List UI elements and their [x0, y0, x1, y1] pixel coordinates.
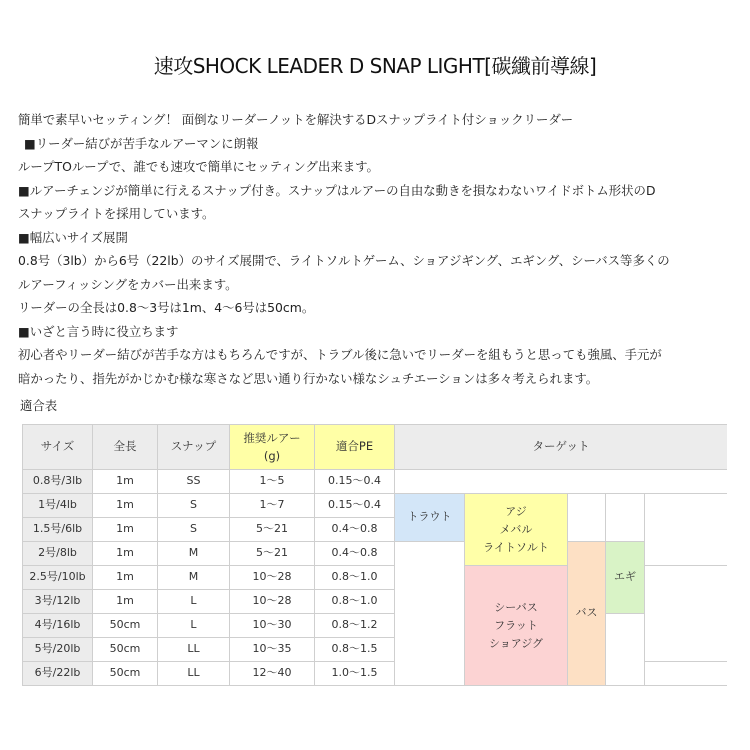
- cell-length: 1m: [93, 590, 158, 614]
- cell-size: 2.5号/10lb: [23, 566, 93, 590]
- table-row: [23, 494, 728, 518]
- cell-pe: 0.8～1.0: [315, 566, 395, 590]
- target-aji-group: [465, 494, 568, 566]
- description-line: 暗かったり、指先がかじかむ様な寒さなど思い通り行かない様なシュチエーションは多々考えられます。: [18, 370, 599, 386]
- cell-lure: 10～35: [230, 638, 315, 662]
- target-trout: トラウト: [395, 494, 465, 542]
- description-line: ■ルアーチェンジが簡単に行えるスナップ付き。スナップはルアーの自由な動きを損なわないワイドボトム形状のD: [18, 182, 656, 198]
- target-flat: フラット: [494, 618, 538, 632]
- target-empty: [645, 662, 728, 686]
- cell-size: 6号/22lb: [23, 662, 93, 686]
- cell-pe: 0.8～1.0: [315, 590, 395, 614]
- cell-lure: 5～21: [230, 542, 315, 566]
- target-egi: エギ: [606, 542, 645, 614]
- cell-length: 50cm: [93, 614, 158, 638]
- cell-lure: 10～28: [230, 566, 315, 590]
- cell-snap: M: [158, 542, 230, 566]
- header-lure: [230, 425, 315, 470]
- cell-pe: 0.15～0.4: [315, 470, 395, 494]
- header-snap: スナップ: [158, 425, 230, 470]
- header-lure-line2: (g): [263, 449, 281, 463]
- cell-pe: 0.4～0.8: [315, 542, 395, 566]
- cell-lure: 1～5: [230, 470, 315, 494]
- description-line: ■リーダー結びが苦手なルアーマンに朗報: [24, 135, 259, 151]
- target-bass: バス: [568, 542, 606, 686]
- target-shore-jig: ショアジグ: [488, 636, 544, 650]
- target-empty: [568, 494, 606, 542]
- compatibility-table: [22, 424, 727, 686]
- product-title: 速攻SHOCK LEADER D SNAP LIGHT[碳纖前導線]: [153, 54, 597, 78]
- table-row: [23, 470, 728, 494]
- cell-length: 1m: [93, 566, 158, 590]
- cell-size: 4号/16lb: [23, 614, 93, 638]
- target-aji: アジ: [505, 504, 527, 518]
- cell-snap: SS: [158, 470, 230, 494]
- description-line: ルアーフィッシングをカバー出来ます。: [18, 276, 238, 292]
- target-seabass-group: [465, 566, 568, 686]
- cell-snap: S: [158, 518, 230, 542]
- cell-lure: 1～7: [230, 494, 315, 518]
- cell-pe: 0.8～1.5: [315, 638, 395, 662]
- header-size: サイズ: [23, 425, 93, 470]
- cell-snap: L: [158, 614, 230, 638]
- target-empty: [606, 494, 645, 542]
- header-pe: 適合PE: [315, 425, 395, 470]
- cell-length: 1m: [93, 494, 158, 518]
- target-empty: [606, 614, 645, 686]
- cell-length: 50cm: [93, 662, 158, 686]
- target-empty: [395, 542, 465, 686]
- compatibility-table-wrapper: [22, 424, 727, 688]
- cell-lure: 10～28: [230, 590, 315, 614]
- description-line: リーダーの全長は0.8～3号は1m、4～6号は50cm。: [18, 300, 315, 315]
- cell-pe: 0.4～0.8: [315, 518, 395, 542]
- table-row: [23, 614, 728, 638]
- table-row: [23, 542, 728, 566]
- description-line: 0.8号（3lb）から6号（22lb）のサイズ展開で、ライトソルトゲーム、ショアジギング、エギング、シーバス等多くの: [18, 253, 670, 268]
- cell-size: 3号/12lb: [23, 590, 93, 614]
- target-light-salt: ライトソルト: [483, 540, 549, 554]
- cell-size: 1号/4lb: [23, 494, 93, 518]
- cell-size: 0.8号/3lb: [23, 470, 93, 494]
- cell-length: 50cm: [93, 638, 158, 662]
- description-line: 初心者やリーダー結びが苦手な方はもちろんですが、トラブル後に急いでリーダーを組もうと思っても強風、手元が: [18, 347, 662, 362]
- cell-lure: 12～40: [230, 662, 315, 686]
- cell-size: 5号/20lb: [23, 638, 93, 662]
- cell-length: 1m: [93, 518, 158, 542]
- cell-snap: LL: [158, 638, 230, 662]
- target-empty: [645, 494, 728, 566]
- cell-size: 2号/8lb: [23, 542, 93, 566]
- cell-snap: M: [158, 566, 230, 590]
- cell-pe: 0.15～0.4: [315, 494, 395, 518]
- header-lure-line1: 推奨ルアー: [243, 431, 301, 445]
- description-line: ■幅広いサイズ展開: [18, 229, 128, 245]
- cell-pe: 1.0～1.5: [315, 662, 395, 686]
- description-line: スナップライトを採用しています。: [18, 206, 215, 221]
- cell-snap: S: [158, 494, 230, 518]
- header-target: ターゲット: [395, 425, 728, 470]
- cell-snap: L: [158, 590, 230, 614]
- description-line: 簡単で素早いセッティング！ 面倒なリーダーノットを解決するDスナップライト付ショックリーダー: [18, 112, 574, 127]
- description-line: ■いざと言う時に役立ちます: [18, 323, 179, 339]
- target-seabass: シーバス: [494, 600, 538, 614]
- target-mebaru: メバル: [499, 522, 533, 536]
- cell-lure: 10～30: [230, 614, 315, 638]
- target-empty: [395, 470, 728, 494]
- product-description: [18, 108, 733, 390]
- table-header-row: [23, 425, 728, 470]
- cell-snap: LL: [158, 662, 230, 686]
- table-label: 適合表: [20, 398, 58, 413]
- header-length: 全長: [93, 425, 158, 470]
- description-line: ループTOループで、誰でも速攻で簡単にセッティング出来ます。: [18, 159, 379, 174]
- cell-pe: 0.8～1.2: [315, 614, 395, 638]
- cell-lure: 5～21: [230, 518, 315, 542]
- cell-size: 1.5号/6lb: [23, 518, 93, 542]
- cell-length: 1m: [93, 470, 158, 494]
- cell-length: 1m: [93, 542, 158, 566]
